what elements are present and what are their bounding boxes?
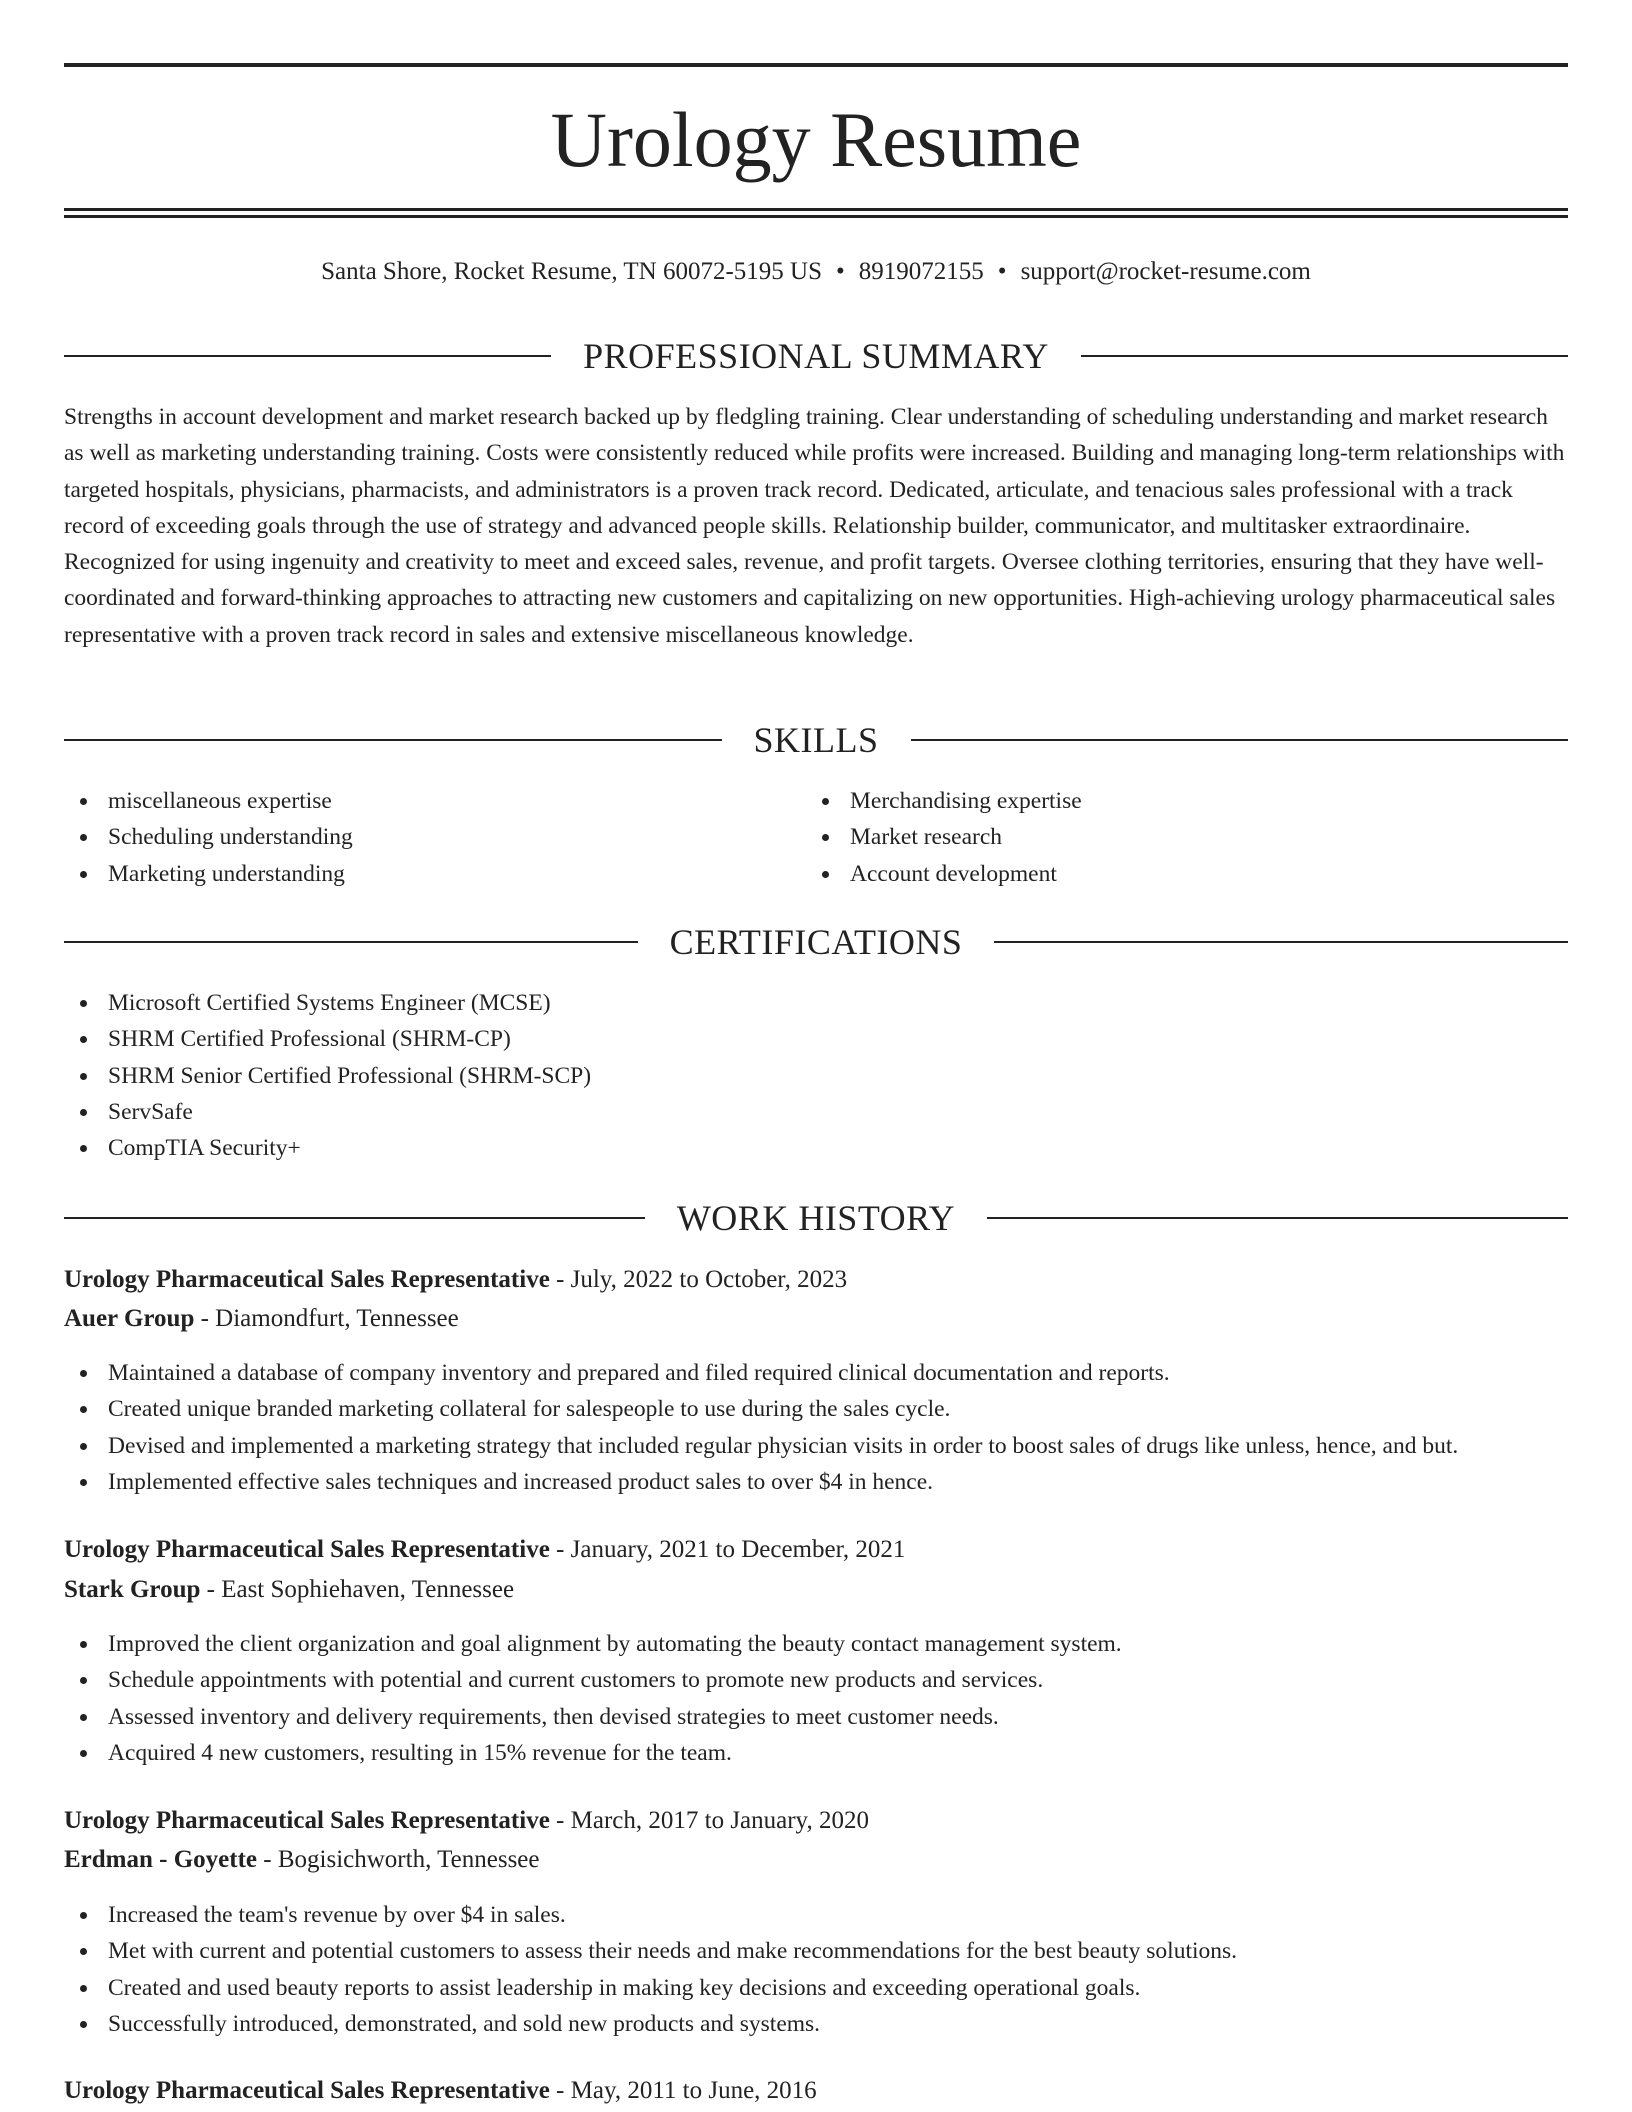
skills-list-right — [806, 783, 1506, 892]
job-title-line — [64, 2073, 1568, 2109]
skills-heading-label: SKILLS — [753, 720, 879, 760]
top-rule — [64, 63, 1568, 67]
job-bullets — [64, 1355, 1568, 1500]
skill-item: Market research — [806, 819, 1506, 855]
job-bullets-wrapper — [64, 1355, 1568, 1500]
heading-rule — [911, 739, 1569, 741]
skill-item: miscellaneous expertise — [64, 783, 764, 819]
job-bullet: Acquired 4 new customers, resulting in 15% revenue for the team. — [64, 1735, 1568, 1771]
certification-item: CompTIA Security+ — [64, 1130, 1568, 1166]
contact-phone: 8919072155 — [858, 258, 984, 285]
job-title-line — [64, 1262, 1568, 1298]
skill-item: Account development — [806, 856, 1506, 892]
contact-separator: • — [997, 258, 1007, 285]
job-location: - Bogisichworth, Tennessee — [257, 1846, 540, 1873]
skill-item: Merchandising expertise — [806, 783, 1506, 819]
job-bullet: Created unique branded marketing collateral for salespeople to use during the sales cycle. — [64, 1391, 1568, 1427]
job-bullets — [64, 1626, 1568, 1771]
job-bullet: Devised and implemented a marketing strategy that included regular physician visits in order to boost sales of drugs like unless, hence, and but. — [64, 1428, 1568, 1464]
heading-rule — [64, 1217, 645, 1219]
heading-rule — [64, 941, 638, 943]
job-company-line — [64, 1842, 1568, 1878]
job-title: Urology Pharmaceutical Sales Representative — [64, 1807, 550, 1834]
job-bullets — [64, 1897, 1568, 2042]
title-double-rule — [64, 208, 1568, 218]
work-history-heading-label: WORK HISTORY — [676, 1198, 956, 1238]
skills-right-column — [806, 783, 1506, 892]
job-dates: - July, 2022 to October, 2023 — [549, 1266, 848, 1293]
heading-rule — [64, 739, 722, 741]
job-location: - East Sophiehaven, Tennessee — [200, 1576, 515, 1603]
job-title: Urology Pharmaceutical Sales Representative — [64, 2077, 550, 2104]
resume-title: Urology Resume — [550, 96, 1082, 183]
job-dates: - May, 2011 to June, 2016 — [549, 2077, 817, 2104]
job-bullet: Maintained a database of company inventory and prepared and filed required clinical documentation and reports. — [64, 1355, 1568, 1391]
contact-line — [64, 254, 1568, 290]
skills-section-heading — [64, 718, 1568, 762]
heading-rule — [994, 941, 1568, 943]
job-bullet: Schedule appointments with potential and current customers to promote new products and services. — [64, 1662, 1568, 1698]
certification-item: SHRM Senior Certified Professional (SHRM-SCP) — [64, 1058, 1568, 1094]
contact-separator: • — [836, 258, 845, 285]
job-company: Auer Group — [64, 1305, 195, 1332]
job-bullet: Increased the team's revenue by over $4 in sales. — [64, 1897, 1568, 1933]
certifications-section-heading — [64, 920, 1568, 964]
work-history-section-heading — [64, 1196, 1568, 1240]
job-bullet: Met with current and potential customers to assess their needs and make recommendations for the best beauty solutions. — [64, 1933, 1568, 1969]
heading-rule — [987, 1217, 1568, 1219]
job-title-line — [64, 1532, 1568, 1568]
job-company-line — [64, 1572, 1568, 1608]
skill-item: Scheduling understanding — [64, 819, 764, 855]
job-company-line — [64, 1301, 1568, 1337]
heading-rule — [1081, 355, 1568, 357]
job-bullet: Improved the client organization and goal alignment by automating the beauty contact management system. — [64, 1626, 1568, 1662]
job-bullet: Created and used beauty reports to assist leadership in making key decisions and exceeding operational goals. — [64, 1970, 1568, 2006]
skills-left-column — [64, 783, 764, 892]
skills-list-left — [64, 783, 764, 892]
certifications-list — [64, 985, 1568, 1166]
summary-section-heading — [64, 334, 1568, 378]
certifications-heading-label: CERTIFICATIONS — [669, 922, 963, 962]
skill-item: Marketing understanding — [64, 856, 764, 892]
job-bullet: Implemented effective sales techniques and increased product sales to over $4 in hence. — [64, 1464, 1568, 1500]
job-title: Urology Pharmaceutical Sales Representative — [64, 1536, 550, 1563]
heading-rule — [64, 355, 551, 357]
job-bullet: Assessed inventory and delivery requirements, then devised strategies to meet customer needs. — [64, 1699, 1568, 1735]
job-title: Urology Pharmaceutical Sales Representative — [64, 1266, 550, 1293]
job-bullets-wrapper — [64, 1897, 1568, 2042]
certification-item: SHRM Certified Professional (SHRM-CP) — [64, 1021, 1568, 1057]
job-bullets-wrapper — [64, 1626, 1568, 1771]
certifications-list-wrapper — [64, 985, 1568, 1166]
summary-text: Strengths in account development and market research backed up by fledgling training. Clear understanding of scheduling understanding and market research as well as marketing understanding training. Costs were consistently reduced while profits were increased. Building and managing long-term relationships with targeted hospitals, physicians, pharmacists, and administrators is a proven track record. Dedicated, articulate, and tenacious sales professional with a track record of exceeding goals through the use of strategy and advanced people skills. Relationship builder, communicator, and multitasker extraordinaire. Recognized for using ingenuity and creativity to meet and exceed sales, revenue, and profit targets. Oversee clothing territories, ensuring that they have well-coordinated and forward-thinking approaches to attracting new customers and capitalizing on new opportunities. High-achieving urology pharmaceutical sales representative with a proven track record in sales and extensive miscellaneous knowledge. — [64, 404, 1565, 648]
job-company: Erdman - Goyette — [64, 1846, 258, 1873]
job-company: Stark Group — [64, 1576, 201, 1603]
job-dates: - March, 2017 to January, 2020 — [549, 1807, 869, 1834]
certification-item: ServSafe — [64, 1094, 1568, 1130]
job-dates: - January, 2021 to December, 2021 — [549, 1536, 906, 1563]
job-title-line — [64, 1803, 1568, 1839]
job-location: - Diamondfurt, Tennessee — [194, 1305, 459, 1332]
job-bullet: Successfully introduced, demonstrated, and sold new products and systems. — [64, 2006, 1568, 2042]
contact-address: Santa Shore, Rocket Resume, TN 60072-5195 US — [321, 258, 823, 285]
contact-email: support@rocket-resume.com — [1020, 258, 1311, 285]
certification-item: Microsoft Certified Systems Engineer (MCSE) — [64, 985, 1568, 1021]
summary-heading-label: PROFESSIONAL SUMMARY — [583, 336, 1049, 376]
